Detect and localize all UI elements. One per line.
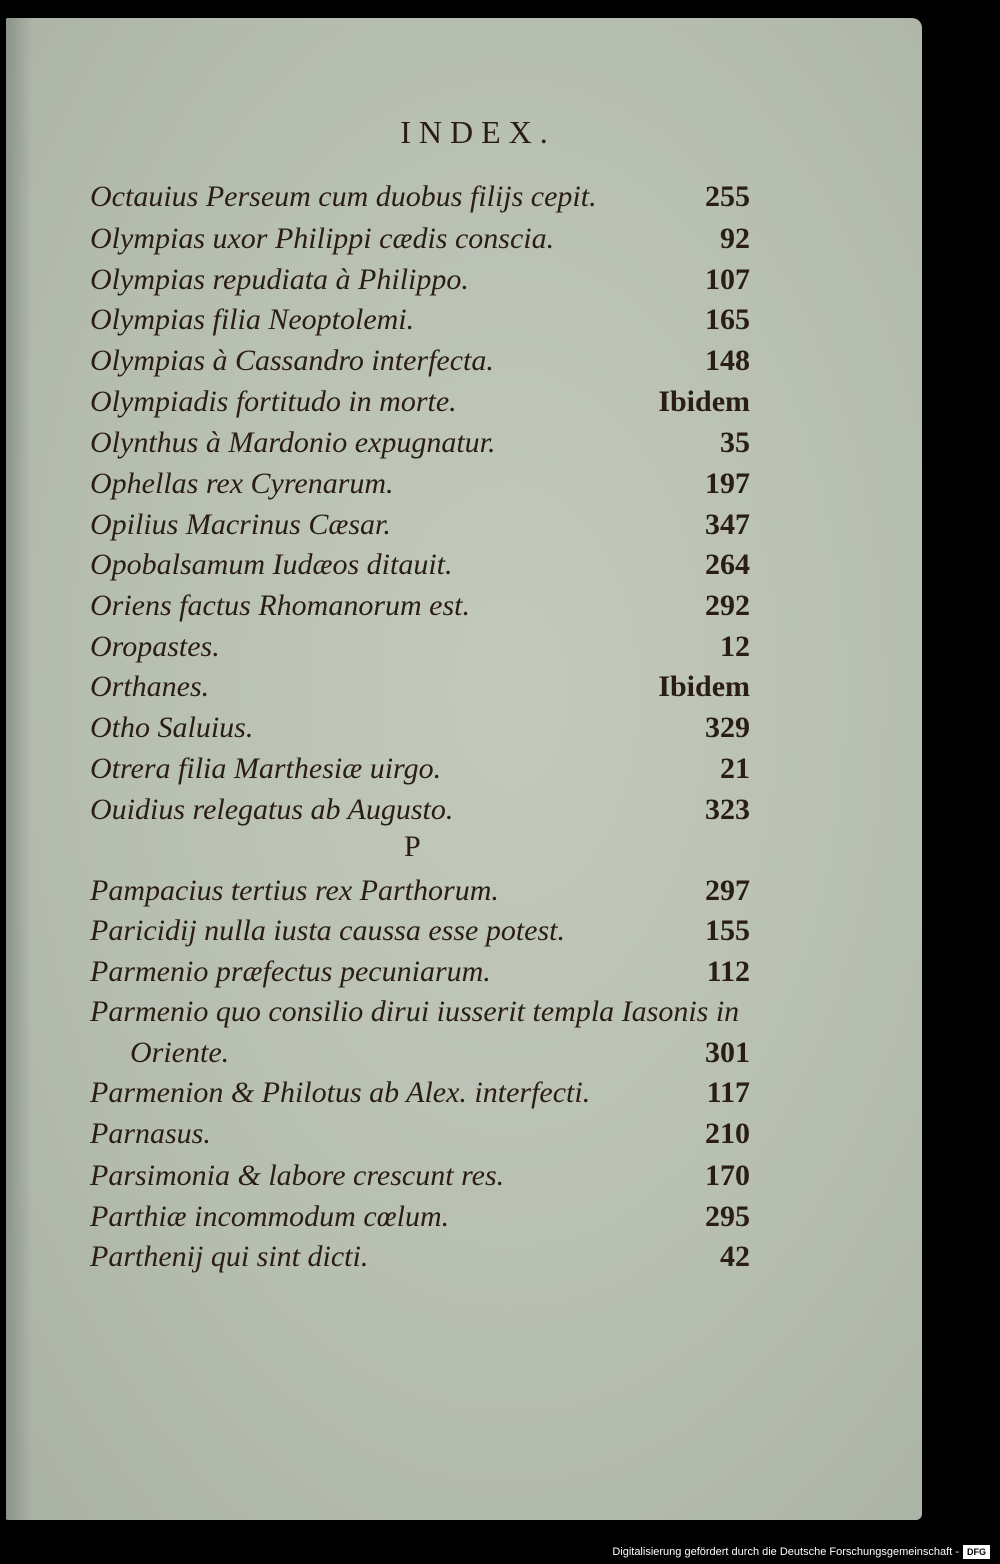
entry-page: 323 <box>705 793 750 826</box>
section-letter: P <box>404 830 421 863</box>
entry-term: Olympias à Cassandro interfecta. <box>90 344 494 377</box>
index-entry <box>90 303 750 343</box>
index-entry <box>90 589 750 629</box>
index-entry <box>90 752 750 792</box>
entry-term: Olympias repudiata à Philippo. <box>90 263 469 296</box>
entry-term: Otrera filia Marthesiæ uirgo. <box>90 752 442 785</box>
index-entry-continuation <box>90 1036 750 1076</box>
credit-text: Digitalisierung gefördert durch die Deutsche Forschungsgemeinschaft - <box>612 1546 959 1558</box>
index-entry <box>90 222 750 262</box>
entry-term: Parthenij qui sint dicti. <box>90 1240 369 1273</box>
entry-page: 117 <box>706 1076 750 1109</box>
entry-term: Parsimonia & labore crescunt res. <box>90 1159 505 1192</box>
index-entry <box>90 1076 750 1116</box>
entry-page: 42 <box>720 1240 750 1273</box>
entry-term: Parmenio quo consilio dirui iusserit templa Iasonis in <box>90 995 740 1028</box>
entry-term: Opobalsamum Iudæos ditauit. <box>90 548 453 581</box>
entry-page: 301 <box>705 1036 750 1069</box>
entry-page: 292 <box>705 589 750 622</box>
entry-page: 112 <box>706 955 750 988</box>
entry-term: Otho Saluius. <box>90 711 254 744</box>
index-entry <box>90 385 750 425</box>
index-entry <box>90 508 750 548</box>
index-entry <box>90 1200 750 1240</box>
entry-page: 347 <box>705 508 750 541</box>
entry-term: Parmenion & Philotus ab Alex. interfecti. <box>90 1076 591 1109</box>
entry-term: Parnasus. <box>90 1117 211 1150</box>
entry-term: Paricidij nulla iusta caussa esse potest. <box>90 914 565 947</box>
index-entry <box>90 1240 750 1280</box>
entry-term: Pampacius tertius rex Parthorum. <box>90 874 499 907</box>
entry-term: Parmenio præfectus pecuniarum. <box>90 955 491 988</box>
entry-term: Oriente. <box>130 1036 230 1069</box>
entry-page: 35 <box>720 426 750 459</box>
index-entry <box>90 467 750 507</box>
index-entry <box>90 995 750 1035</box>
entry-page: 297 <box>705 874 750 907</box>
entry-term: Oriens factus Rhomanorum est. <box>90 589 470 622</box>
entry-page: 92 <box>720 222 750 255</box>
entry-page: 148 <box>705 344 750 377</box>
index-entry <box>90 630 750 670</box>
index-entry <box>90 1159 750 1199</box>
entry-page: 264 <box>705 548 750 581</box>
entry-page: 155 <box>705 914 750 947</box>
entry-page: 255 <box>705 180 750 213</box>
entry-page: Ibidem <box>658 385 750 418</box>
index-entry <box>90 1117 750 1157</box>
dfg-logo: DFG <box>963 1545 990 1559</box>
entry-page: 21 <box>720 752 750 785</box>
entry-term: Opilius Macrinus Cæsar. <box>90 508 391 541</box>
entry-term: Olynthus à Mardonio expugnatur. <box>90 426 496 459</box>
entry-term: Ouidius relegatus ab Augusto. <box>90 793 454 826</box>
book-page <box>6 18 922 1520</box>
entry-page: 329 <box>705 711 750 744</box>
page-heading: INDEX. <box>400 114 556 150</box>
entry-page: 165 <box>705 303 750 336</box>
entry-term: Ophellas rex Cyrenarum. <box>90 467 394 500</box>
entry-page: Ibidem <box>658 670 750 703</box>
entry-term: Olympiadis fortitudo in morte. <box>90 385 457 418</box>
index-entry <box>90 874 750 914</box>
entry-page: 197 <box>705 467 750 500</box>
index-entry <box>90 914 750 954</box>
index-entry <box>90 955 750 995</box>
index-entry <box>90 793 750 833</box>
entry-page: 295 <box>705 1200 750 1233</box>
index-entry <box>90 426 750 466</box>
index-entry <box>90 344 750 384</box>
entry-page: 107 <box>705 263 750 296</box>
index-entry <box>90 711 750 751</box>
entry-term: Parthiæ incommodum cœlum. <box>90 1200 450 1233</box>
entry-term: Oropastes. <box>90 630 220 663</box>
entry-page: 170 <box>705 1159 750 1192</box>
entry-page: 12 <box>720 630 750 663</box>
entry-term: Octauius Perseum cum duobus filijs cepit. <box>90 180 597 213</box>
entry-page: 210 <box>705 1117 750 1150</box>
index-entry <box>90 263 750 303</box>
index-entry <box>90 670 750 710</box>
digitization-credit <box>612 1544 990 1560</box>
index-entry <box>90 548 750 588</box>
index-entry <box>90 180 750 220</box>
entry-term: Olympias uxor Philippi cædis conscia. <box>90 222 555 255</box>
entry-term: Orthanes. <box>90 670 210 703</box>
entry-term: Olympias filia Neoptolemi. <box>90 303 415 336</box>
